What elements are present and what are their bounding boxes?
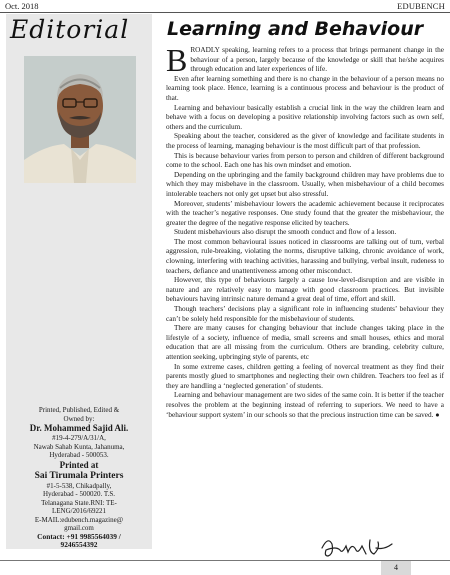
email-line: E-MAIL:edubench.magazine@ — [34, 515, 124, 524]
signature-icon — [318, 534, 398, 560]
article-paragraph: Learning and behaviour basically establish a crucial link in the way the children learn and behave with a focus on developing a positive relationship involving factors such as own self, others and the curriculum. — [166, 103, 444, 131]
article-paragraph: Learning and behaviour management are two sides of the same coin. It is better if the teacher resolves the problem at the beginning instead of referring to superiors. We need to have a ‘behaviour support system’ in our schools so that the precious instruction time can be saved. ● — [166, 391, 444, 419]
article-paragraph: Student misbehaviours also disrupt the smooth conduct and flow of a lesson. — [174, 228, 397, 237]
article-title: Learning and Behaviour — [167, 18, 424, 40]
article-body — [166, 42, 444, 420]
imprint-line: Printed, Published, Edited & — [38, 406, 120, 414]
imprint-line: #19-4-279/A/31/A, — [52, 434, 106, 442]
imprint-line: Telanagana State.RNI: TE- — [41, 498, 117, 507]
issue-date: Oct. 2018 — [5, 1, 39, 11]
page-header — [0, 0, 450, 14]
article-paragraph: Moreover, students’ misbehaviour lowers the academic achievement because it reciprocates with the teacher’s negative responses. One study found that the greater the misbehaviour, the greater the degree of the negative response elicited by teachers. — [166, 199, 444, 227]
article-paragraph: Speaking about the teacher, considered as the giver of knowledge and facilitate students in the process of learning, managing behaviour is the most difficult part of that profession. — [166, 132, 444, 150]
drop-cap: B — [166, 42, 188, 78]
editor-photo — [24, 56, 136, 183]
imprint-line: Hyderabad - 500020. T.S. — [42, 490, 116, 498]
editor-name: Dr. Mohammed Sajid Ali. — [29, 423, 129, 433]
email-line: gmail.com — [64, 524, 94, 532]
article-paragraph: Depending on the upbringing and the family background children may have problems due to which they may misbehave in the classroom. Usually, when misbehaviour of a child becomes intolerable teachers not only get upset but also stressful. — [166, 170, 444, 198]
section-title: Editorial — [10, 15, 130, 44]
imprint-line: #1-5-538, Chikadpally, — [46, 481, 112, 490]
contact-line: Contact: +91 9985564039 / — [37, 531, 121, 541]
contact-line: 9246554392 — [60, 540, 98, 549]
imprint-block — [6, 406, 152, 550]
article-paragraph: Even after learning something and there is no change in the behaviour of a person means no learning took place. Hence, learning is a continuous process and behaviour is the product of that. — [166, 74, 444, 102]
article-paragraph: This is because behaviour varies from person to person and children of different background come to the school. Each one has his own mindset and emotion. — [166, 151, 444, 170]
imprint-line: Nawab Sahab Kunta, Jahanuma, — [33, 442, 125, 451]
printed-at-label: Printed at — [59, 459, 99, 470]
article-paragraph: Though teachers’ decisions play a significant role in influencing students’ behaviour they can’t be solely held responsible for the misbehaviour of students. — [166, 305, 444, 323]
editor-portrait-icon — [24, 56, 136, 183]
imprint-line: Owned by: — [63, 414, 95, 423]
imprint-line: LENG/2016/69221 — [51, 507, 107, 515]
article-paragraph: The most common behavioural issues noticed in classrooms are talking out of turn, verbal aggression, rule-breaking, violating the norms, disruptive talking, chronic avoidance of work, clowning, interfering with teaching activities, harassing and bullying, verbal insult, rudeness to teachers, defiance and unattentiveness among other misconduct. — [166, 237, 444, 275]
publication-name: EDUBENCH — [397, 1, 445, 11]
article-paragraph: However, this type of behaviours largely a cause low-level-disruption and are visible in nature and are relatively easy to manage with good classroom practices. But invisible behaviours having intrinsic nature demand a great deal of time, effort and skill. — [166, 276, 444, 304]
article-paragraph: In some extreme cases, children getting a feeling of novercal treatment as they find their parents mostly glued to smartphones and neglecting their own children. Teachers too feel as if they are handling a ‘neglected generation’ of students. — [166, 362, 444, 390]
article-paragraph: BROADLY speaking, learning refers to a process that brings permanent change in the behaviour of a person, largely because of the knowledge or skill that he/she acquires through education and later experiences of life. — [166, 42, 444, 78]
article-paragraph: There are many causes for changing behaviour that include changes taking place in the lifestyle of a society, influence of media, small screens and small houses, ethics and moral education that are all missing from the curriculum. Others are branding, celebrity culture, attention seeking, upbringing style of parents, etc — [166, 324, 444, 361]
printer-name: Sai Tirumala Printers — [34, 470, 124, 481]
page-number: 4 — [381, 561, 411, 575]
header-rule — [0, 12, 450, 13]
imprint-line: Hyderabad - 500053. — [49, 451, 109, 459]
